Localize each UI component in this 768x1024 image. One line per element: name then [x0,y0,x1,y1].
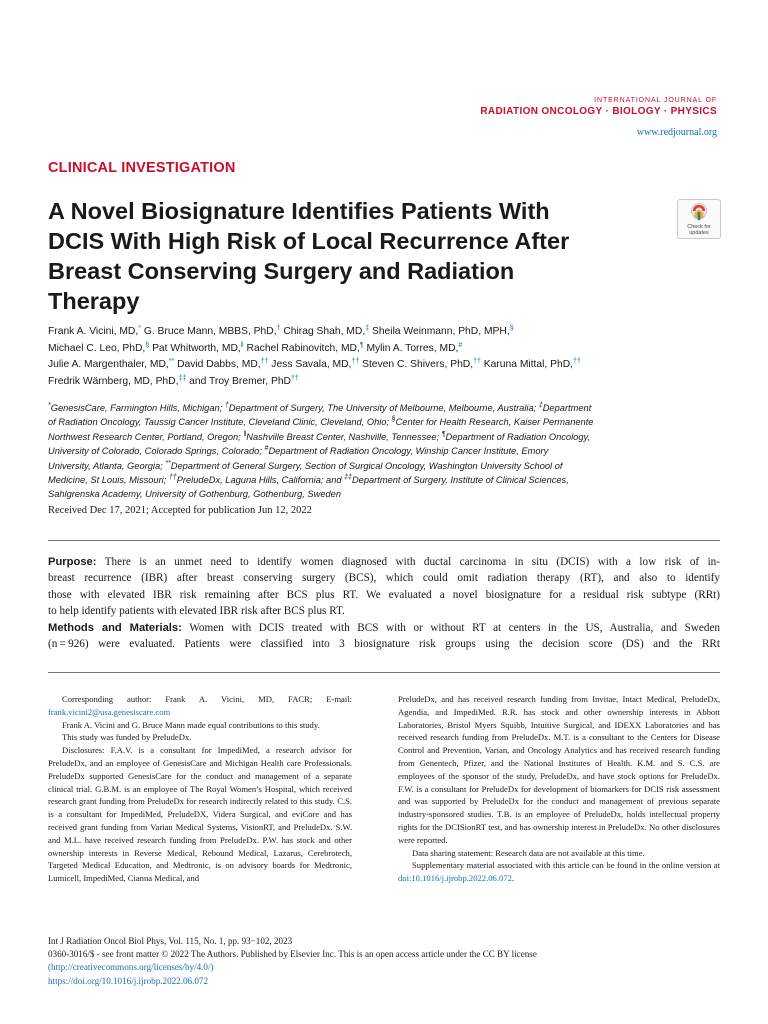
author-name: Steven C. Shivers, PhD, [359,359,474,370]
affiliation-marker: ** [165,459,171,467]
footnote: Data sharing statement: Research data are not available at this time. [412,847,645,858]
doi-url-link[interactable]: https://doi.org/10.1016/j.ijrobp.2022.06.072 [48,975,208,986]
affiliation-marker-link[interactable]: * [138,325,141,332]
affiliation-marker-link[interactable]: § [509,325,514,332]
footnotes-right-column [398,693,720,885]
affiliation-marker-link[interactable]: § [145,341,150,349]
abstract-line: breast recurrence (IBR) after breast conserving surgery (BCS), which could omit radiation therapy (RT), and also to identify [48,572,720,585]
author-name: Julie A. Margenthaler, MD, [48,359,169,370]
abstract-line [48,554,720,570]
author-line [48,374,720,391]
affiliation-text: Medicine, St Louis, Missouri; [48,475,169,486]
footnote-text: Corresponding author: Frank A. Vicini, MD, FACR; E-mail: [62,694,352,704]
affiliation-text: University, Atlanta, Georgia; [48,460,166,471]
author-name: Rachel Rabinovitch, MD, [243,342,360,354]
footnote: PreludeDx, and has received research funding from Invitae, Intact Medical, PreludeDx, Agendia, and ImpediMed. R.R. has stock and other ownership interests in Abbott Laboratories, Bristol Myers Squibb, Intuitive Surgical, and IDEXX Laboratories and has received research funding from PreludeDx. M.T. is a consultant to the Centers for Disease Control and Prevention, Varian, and Oncology Analytics and has received research funding from Genentech, Pfizer, and the National Institutes of Health. K.M. and S. C.S. are employees of the sponsor of the study, PreludeDx, and have stock options for PreludeDx. F.W. is a consultant for PreludeDx for development of biomarkers for DCIS risk assessment and was supported by PreludeDx for the conduct and management of previous separate industry-sponsored studies. T.B. is an employee of PreludeDx, holds intellectual property rights for the DCISionRT test, and has ownership interest in PreludeDx. No other disclosures were reported. [398,694,720,845]
abstract-text: There is an unmet need to identify women diagnosed with ductal carcinoma in situ (DCIS) with a low risk of in- [96,556,720,568]
affiliation-marker-link[interactable]: †† [351,358,360,365]
footnote: Frank A. Vicini and G. Bruce Mann made equal contributions to this study. [62,719,320,730]
abstract-line: (n = 926) were evaluated. Patients were classified into 3 biosignature risk groups using the decision score (DS) and the RRt [48,638,720,651]
affiliation-marker-link[interactable]: †† [260,358,269,365]
affiliations [48,401,728,502]
author-name: Michael C. Leo, PhD, [48,342,146,354]
affiliation-line [48,487,728,501]
affiliation-marker-link[interactable]: † [276,325,281,332]
journal-name-line2: RADIATION ONCOLOGY · BIOLOGY · PHYSICS [480,106,717,117]
affiliation-text: Nashville Breast Center, Nashville, Tennessee; [246,431,442,442]
check-updates-label: Check for [687,224,711,230]
footnote: This study was funded by PreludeDx. [62,732,192,743]
affiliation-marker-link[interactable]: †† [291,374,299,382]
divider [48,672,720,673]
title-line: Breast Conserving Surgery and Radiation [48,258,515,284]
methods-heading: Methods and Materials: [48,621,182,634]
affiliation-marker-link[interactable]: †† [573,358,581,365]
title-line: A Novel Biosignature Identifies Patients With [48,198,550,224]
affiliation-marker: § [391,416,396,424]
affiliation-marker-link[interactable]: # [458,341,463,349]
footnote-text: . [511,873,515,884]
affiliation-marker-link[interactable]: ** [168,358,175,365]
affiliation-line [48,459,728,473]
purpose-heading: Purpose: [48,556,97,568]
footnotes-left-column [48,693,352,885]
affiliation-text: Sahlgrenska Academy, University of Gothenburg, Gothenburg, Sweden [48,489,342,500]
affiliation-line [48,415,728,429]
section-label: CLINICAL INVESTIGATION [48,160,236,176]
author-name: and Troy Bremer, PhD [186,375,291,387]
affiliation-marker: # [264,445,269,453]
affiliation-marker: ‡‡ [344,474,352,482]
author-list [48,324,720,390]
affiliation-text: University of Colorado, Colorado Springs, Colorado; [48,446,265,457]
affiliation-text: GenesisCare, Farmington Hills, Michigan; [50,403,225,413]
affiliation-marker-link[interactable]: ‖ [240,341,244,349]
author-name: David Dabbs, MD, [174,359,261,370]
author-name: Jess Savala, MD, [268,359,352,370]
author-name: Pat Whitworth, MD, [149,342,241,354]
author-name: Fredrik Wärnberg, MD, PhD, [48,375,179,387]
affiliation-marker-link[interactable]: ¶ [359,341,364,349]
license-link[interactable]: (http://creativecommons.org/licenses/by/4.0/) [48,962,214,973]
author-name: Karuna Mittal, PhD, [480,359,574,370]
check-for-updates-button[interactable] [677,199,721,239]
affiliation-marker: †† [168,474,177,482]
affiliation-line [48,401,728,415]
crossmark-icon [690,203,708,223]
check-updates-label: updates [689,230,709,236]
affiliation-marker: * [48,402,51,409]
affiliation-marker: † [224,402,229,409]
author-line [48,341,720,358]
footnote [48,693,352,719]
journal-header [480,96,717,138]
author-name: Frank A. Vicini, MD, [48,326,139,337]
affiliation-line [48,444,728,458]
journal-name-line1: INTERNATIONAL JOURNAL OF [594,97,717,104]
citation-block [48,935,720,988]
issn-license: 0360-3016/$ - see front matter © 2022 The Authors. Published by Elsevier Inc. This is an open access article under the CC BY license [48,949,537,960]
affiliation-line [48,473,728,487]
affiliation-marker: ‖ [243,430,247,438]
affiliation-text: Department of Surgery, The University of Melbourne, Melbourne, Australia; [228,403,539,413]
author-line [48,357,720,374]
affiliation-text: Department of Radiation Oncology, Winship Cancer Institute, Emory [268,446,549,457]
abstract-line: to help identify patients with elevated IBR risk after BCS plus RT. [48,605,345,618]
affiliation-text: Department of Radiation Oncology, [445,431,591,442]
footnote [398,859,720,885]
author-name: Sheila Weinmann, PhD, MPH, [369,326,510,337]
divider [48,540,720,541]
author-name: Chirag Shah, MD, [280,326,366,337]
affiliation-marker: ¶ [441,430,446,438]
journal-url-link[interactable]: www.redjournal.org [636,127,717,138]
title-line: Therapy [48,288,140,314]
email-link[interactable]: frank.vicini2@usa.genesiscare.com [48,706,171,717]
affiliation-text: of Radiation Oncology, Taussig Cancer Institute, Cleveland Clinic, Cleveland, Ohio; [48,417,392,428]
affiliation-text: Department [542,403,592,413]
abstract-line: those with elevated IBR risk remaining after BCS plus RT. We evaluated a novel biosignature for a residual risk subtype (RRt) [48,588,720,601]
author-line [48,324,720,341]
abstract [48,554,720,652]
author-name: G. Bruce Mann, MBBS, PhD, [140,326,277,337]
affiliation-text: PreludeDx, Laguna Hills, California; and [176,475,345,486]
abstract-text: Women with DCIS treated with BCS with or without RT at centers in the US, Australia, and Sweden [181,621,720,634]
title-line: DCIS With High Risk of Local Recurrence After [48,228,570,254]
affiliation-marker-link[interactable]: ‡‡ [178,374,187,382]
journal-citation: Int J Radiation Oncol Biol Phys, Vol. 115, No. 1, pp. 93−102, 2023 [48,936,293,946]
affiliation-marker-link[interactable]: †† [473,358,481,365]
affiliation-marker: ‡ [538,402,543,409]
article-title [48,196,628,316]
footnote: Disclosures: F.A.V. is a consultant for ImpediMed, a research advisor for PreludeDx, and an employee of GenesisCare and Michigan Health care Professionals. PreludeDx supported GenesisCare for the conduct and management of a separate clinical trial. G.B.M. is an employee of The Royal Women’s Hospital, which received research grant funding from PreludeDx for research indirectly related to this study. C.S. is a consultant for ImpediMed, PreludeDX, Videra Surgical, and eviCore and has received grant funding from Varian Medical Systems, VisionRT, and PreludeDx. S.W. and M.L. have received research funding from PreludeDx. P.W. has stock and other ownership interests in Reverse Medical, Rebound Medical, Lazarus, Cerebrotech, Targeted Medical Education, and Medtronic, is on advisory boards for Medtronic, Lumicell, ImpediMed, Cianna Medical, and [48,745,352,884]
received-dates: Received Dec 17, 2021; Accepted for publication Jun 12, 2022 [48,505,312,516]
affiliation-text: Department of General Surgery, Section of Surgical Oncology, Washington University School of [170,460,563,471]
author-name: Mylin A. Torres, MD, [363,342,459,354]
abstract-line [48,620,720,636]
footnote-text: Supplementary material associated with this article can be found in the online version at [412,860,720,871]
affiliation-line [48,430,728,444]
affiliation-text: Department of Surgery, Institute of Clinical Sciences, [351,475,569,486]
doi-link[interactable]: doi:10.1016/j.ijrobp.2022.06.072 [398,873,512,884]
affiliation-marker-link[interactable]: ‡ [365,325,370,332]
affiliation-text: Northwest Research Center, Portland, Oregon; [48,431,244,442]
affiliation-text: Center for Health Research, Kaiser Permanente [395,417,594,428]
